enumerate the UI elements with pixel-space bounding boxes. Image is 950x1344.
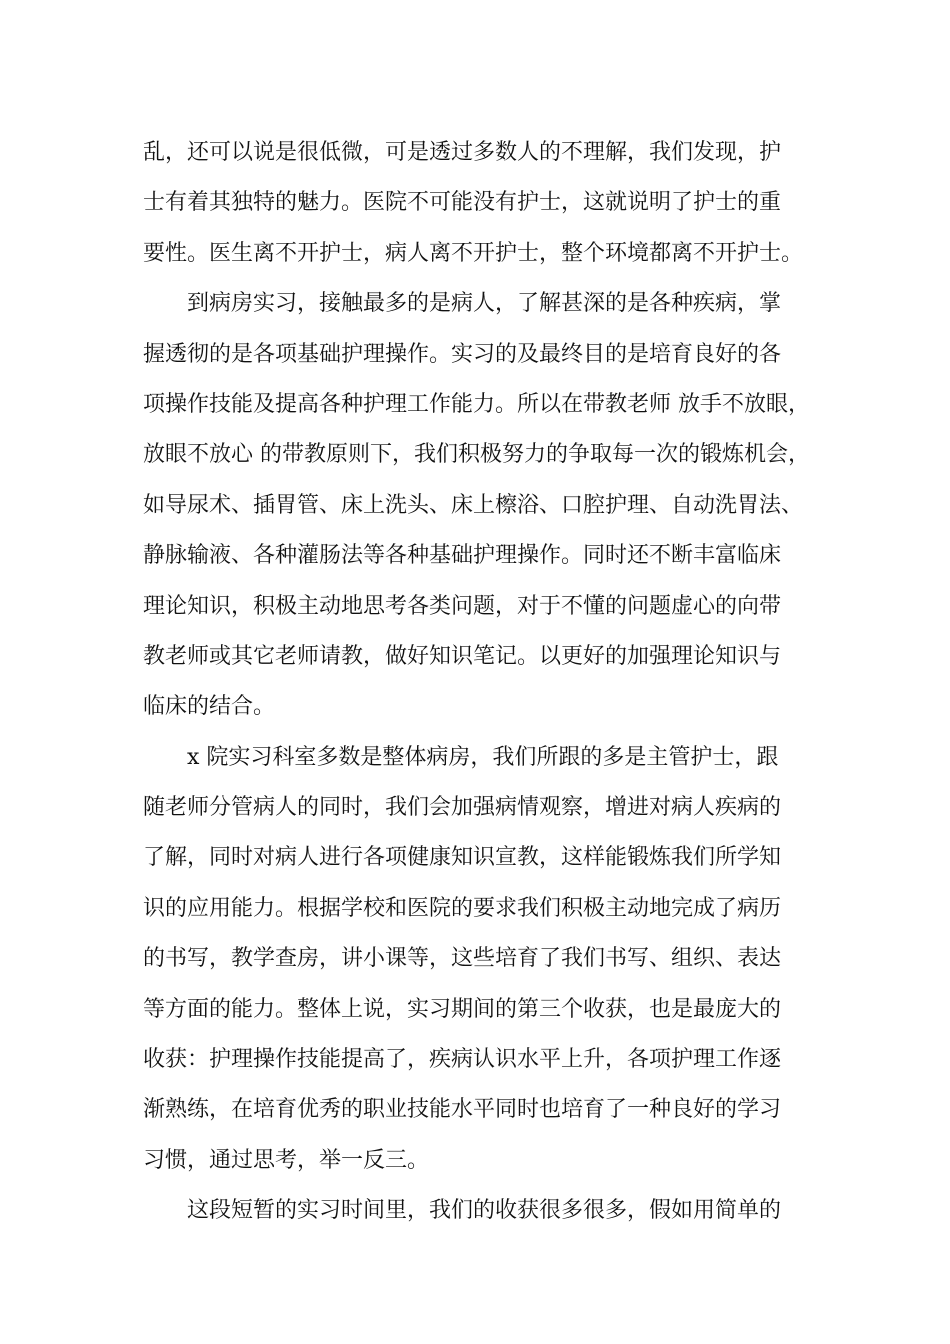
body-text	[143, 128, 823, 1237]
text-line: 到病房实习，接触最多的是病人，了解甚深的是各种疾病，掌	[187, 291, 782, 317]
text-line: 渐熟练，在培育优秀的职业技能水平同时也培育了一种良好的学习	[143, 1097, 782, 1123]
text-line: 理论知识，积极主动地思考各类问题，对于不懂的问题虚心的向带	[143, 593, 782, 619]
text-line: 的书写，教学查房，讲小课等，这些培育了我们书写、组织、表达	[143, 946, 782, 972]
text-line: 握透彻的是各项基础护理操作。实习的及最终目的是培育良好的各	[143, 341, 782, 367]
text-line: 识的应用能力。根据学校和医院的要求我们积极主动地完成了病历	[143, 895, 782, 921]
text-line: 如导尿术、插胃管、床上洗头、床上檫浴、口腔护理、自动洗胃法、	[143, 492, 804, 518]
text-line: 等方面的能力。整体上说，实习期间的第三个收获，也是最庞大的	[143, 996, 782, 1022]
text-line: 乱，还可以说是很低微，可是透过多数人的不理解，我们发现，护	[143, 140, 782, 165]
text-line: 士有着其独特的魅力。医院不可能没有护士，这就说明了护士的重	[143, 190, 782, 216]
text-line: 要性。医生离不开护士，病人离不开护士，整个环境都离不开护士。	[143, 240, 804, 266]
text-line: 静脉输液、各种灌肠法等各种基础护理操作。同时还不断丰富临床	[143, 543, 782, 569]
text-line: 临床的结合。	[143, 694, 276, 720]
text-line: 习惯，通过思考，举一反三。	[143, 1147, 430, 1173]
text-line: x 院实习科室多数是整体病房，我们所跟的多是主管护士，跟	[187, 744, 779, 770]
text-line: 这段短暂的实习时间里，我们的收获很多很多，假如用简单的	[187, 1198, 782, 1224]
text-line: 随老师分管病人的同时，我们会加强病情观察，增进对病人疾病的	[143, 795, 782, 821]
text-line: 项操作技能及提高各种护理工作能力。所以在带教老师 放手不放眼，	[143, 391, 810, 417]
text-line: 教老师或其它老师请教，做好知识笔记。以更好的加强理论知识与	[143, 643, 782, 669]
text-line: 了解，同时对病人进行各项健康知识宣教，这样能锻炼我们所学知	[143, 845, 782, 871]
text-line: 收获：护理操作技能提高了，疾病认识水平上升，各项护理工作逐	[143, 1047, 782, 1073]
text-line: 放眼不放心 的带教原则下，我们积极努力的争取每一次的锻炼机会，	[143, 442, 810, 468]
